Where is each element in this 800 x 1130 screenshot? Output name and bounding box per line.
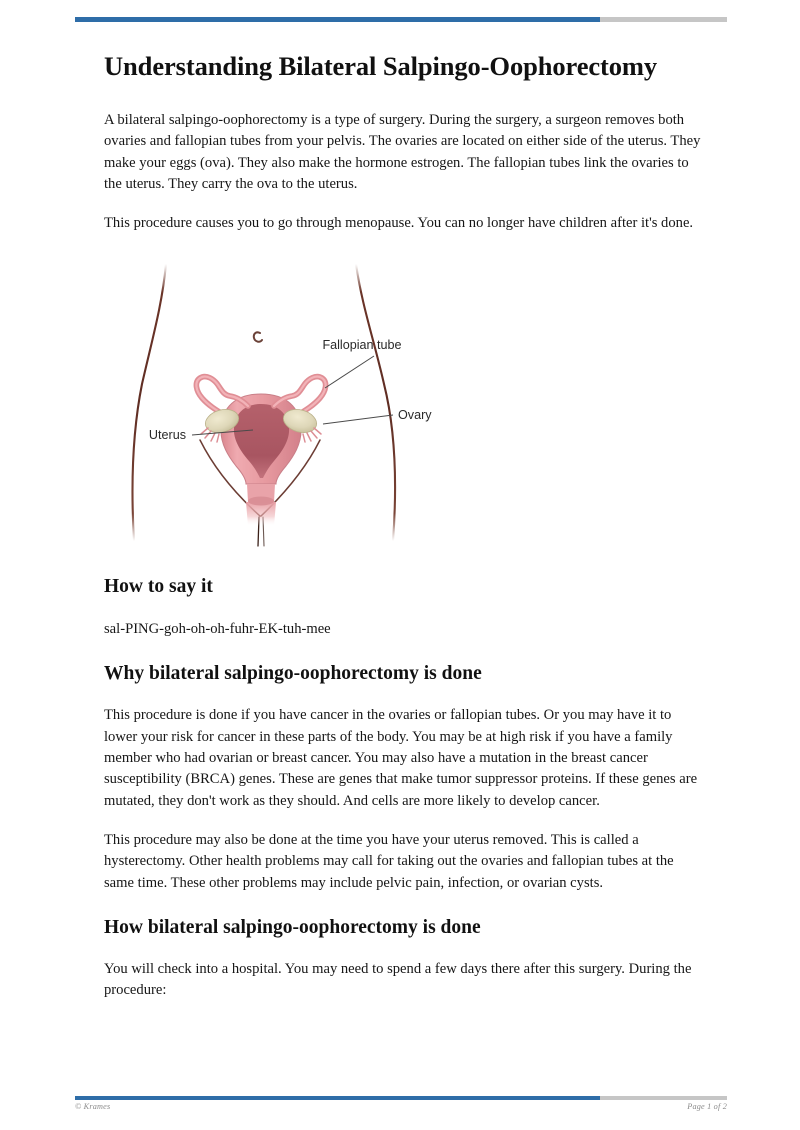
label-uterus: Uterus bbox=[148, 428, 186, 443]
spacer bbox=[104, 894, 701, 916]
footer-rule-blue-segment bbox=[75, 1096, 600, 1100]
spacer bbox=[104, 940, 701, 959]
section-heading-how-done: How bilateral salpingo-oophorectomy is done bbox=[104, 916, 481, 938]
spacer bbox=[104, 812, 701, 830]
intro-paragraph-2: This procedure causes you to go through menopause. You can no longer have children after it's done. bbox=[104, 215, 694, 232]
intro-paragraph-1: A bilateral salpingo-oophorectomy is a type of surgery. During the surgery, a surgeon removes both ovaries and fallopian tubes from your pelvis. The ovaries are located on either side of the uterus. They make your eggs (ova). They also make the hormone estrogen. The fallopian tubes link the ovaries to the uterus. They carry the ova to the uterus. bbox=[104, 111, 701, 192]
page-footer bbox=[75, 1102, 727, 1111]
footer-rule-gray-segment bbox=[600, 1096, 727, 1100]
label-ovary: Ovary bbox=[398, 408, 432, 423]
how-done-paragraph-1: You will check into a hospital. You may need to spend a few days there after this surgery. During the procedure: bbox=[104, 961, 692, 999]
spacer bbox=[104, 553, 701, 575]
header-divider-rule bbox=[75, 17, 727, 22]
pelvic-anatomy-illustration bbox=[104, 258, 434, 553]
why-done-paragraph-2: This procedure may also be done at the time you have your uterus removed. This is called a hysterectomy. Other health problems may call for taking out the ovaries and fallopian tubes at the same time. These other problems may include pelvic pain, infection, or ovarian cysts. bbox=[104, 831, 674, 891]
pronunciation-text: sal-PING-goh-oh-oh-fuhr-EK-tuh-mee bbox=[104, 620, 331, 637]
page-title: Understanding Bilateral Salpingo-Oophorectomy bbox=[104, 51, 658, 81]
spacer bbox=[104, 640, 701, 662]
footer-copyright: © Krames bbox=[75, 1102, 111, 1111]
header-rule-gray-segment bbox=[600, 17, 727, 22]
header-rule-blue-segment bbox=[75, 17, 600, 22]
footer-page-indicator: Page 1 of 2 bbox=[687, 1102, 727, 1111]
body-outline-right bbox=[356, 264, 395, 541]
anatomy-figure-svg bbox=[104, 258, 434, 553]
leader-line-ovary bbox=[323, 415, 393, 424]
spacer bbox=[104, 195, 701, 213]
cervical-os bbox=[248, 497, 274, 506]
spacer bbox=[104, 600, 701, 619]
label-fallopian-tube: Fallopian tube bbox=[322, 338, 402, 353]
section-heading-how-to-say-it: How to say it bbox=[104, 576, 213, 598]
leader-line-fallopian-tube bbox=[325, 356, 374, 388]
spacer bbox=[104, 686, 701, 705]
footer-divider-rule bbox=[75, 1096, 727, 1100]
section-heading-why-done: Why bilateral salpingo-oophorectomy is done bbox=[104, 663, 482, 685]
vaginal-canal-fade bbox=[246, 502, 276, 526]
why-done-paragraph-1: This procedure is done if you have cancer in the ovaries or fallopian tubes. Or you may have it to lower your risk for cancer in these parts of the body. You may be at high risk if you have a family member who had ovarian or breast cancer. You may also have a mutation in the breast cancer susceptibility (BRCA) genes. These are genes that make tumor suppressor proteins. If these genes are mutated, they don't work as they should. And cells are more likely to develop cancer. bbox=[104, 707, 698, 809]
document-content bbox=[104, 50, 701, 1002]
navel-icon bbox=[254, 333, 262, 342]
spacer bbox=[104, 84, 701, 110]
body-outline-left bbox=[132, 264, 166, 541]
